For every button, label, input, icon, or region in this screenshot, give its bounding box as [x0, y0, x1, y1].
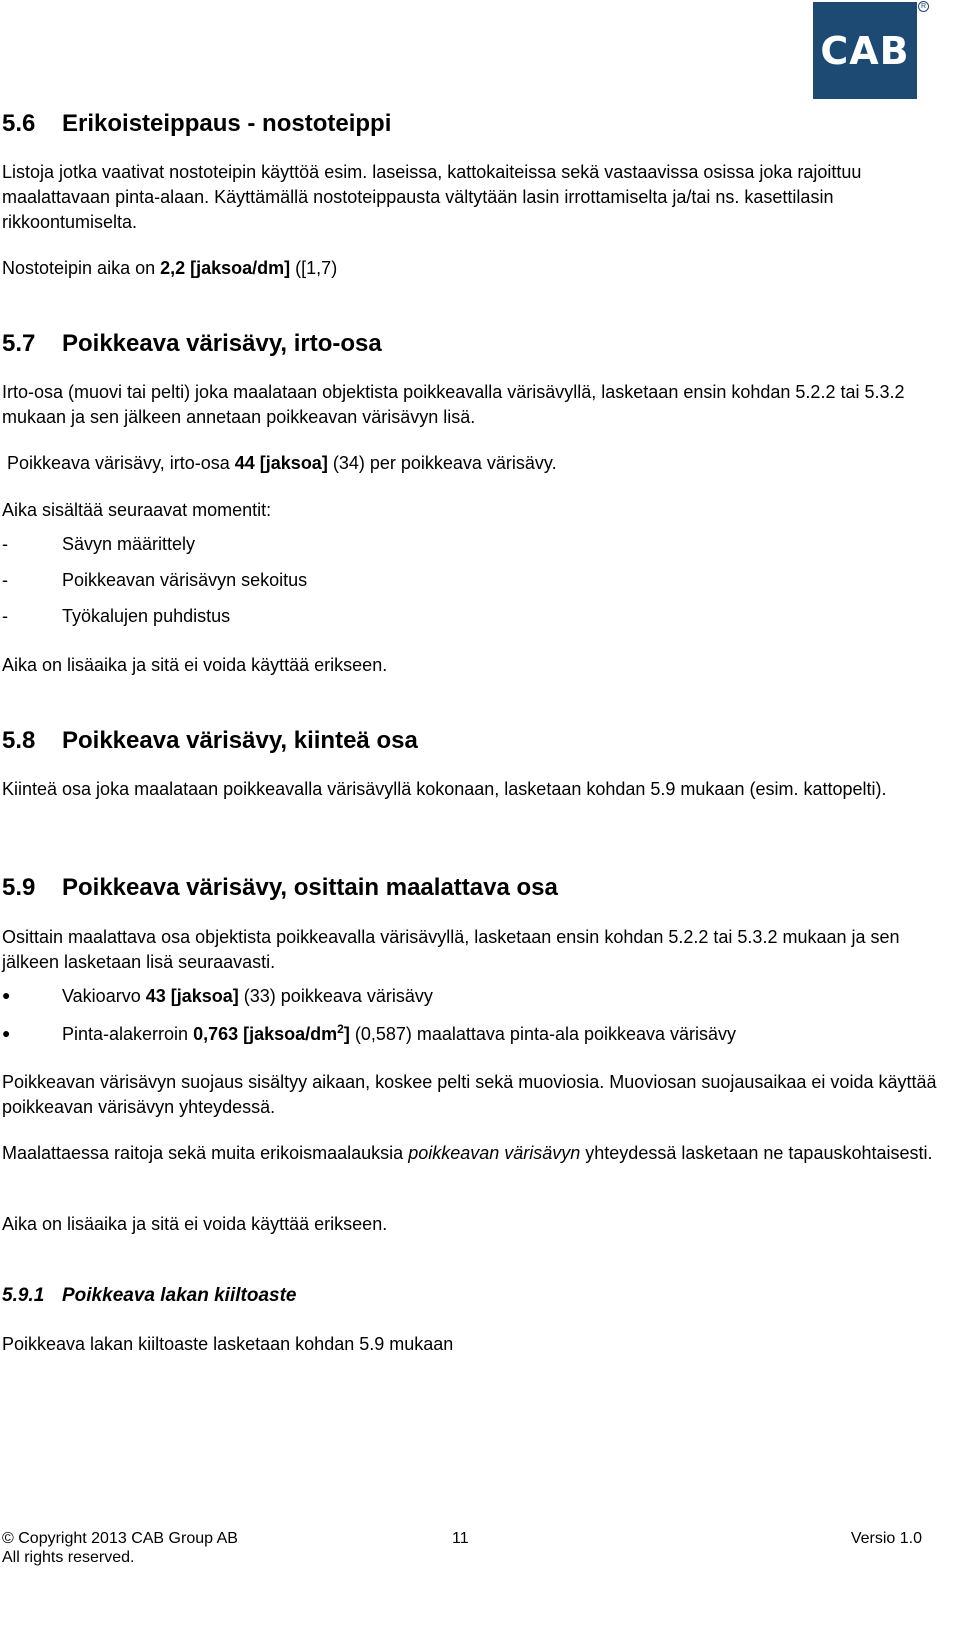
registered-mark: R: [918, 1, 929, 12]
list-item: ● Pinta-alakerroin 0,763 $[jaksoa/dm^2]$ (0,587) maalattava pinta-ala poikkeava värisävy: [2, 1022, 737, 1044]
section-number: 5.6: [2, 110, 36, 137]
section-number: 5.8: [2, 727, 36, 754]
paragraph: Maalattaessa raitoja sekä muita erikoismaalauksia poikkeavan värisävyn yhteydessä lasketaan ne tapauskohtaisesti.: [2, 1143, 933, 1163]
section-title: Poikkeava värisävy, irto-osa: [62, 330, 382, 357]
section-number: 5.9: [2, 874, 36, 901]
list-item: ● Vakioarvo 43 [jaksoa] (33) poikkeava värisävy: [2, 986, 433, 1006]
paragraph: Osittain maalattava osa objektista poikkeavalla värisävyllä, lasketaan ensin kohdan 5.2.2 tai 5.3.2 mukaan ja sen jälkeen lasketaan lisä seuraavasti.: [2, 927, 900, 972]
paragraph: Aika on lisäaika ja sitä ei voida käyttää erikseen.: [2, 655, 388, 675]
footer-rights: All rights reserved.: [2, 1549, 135, 1566]
logo-text: CAB: [820, 28, 910, 73]
footer-copyright: © Copyright 2013 CAB Group AB: [2, 1530, 238, 1547]
footer-version: Versio 1.0: [850, 1530, 922, 1547]
section-title: Poikkeava lakan kiiltoaste: [62, 1285, 297, 1306]
section-number: 5.9.1: [2, 1285, 45, 1306]
section-heading-5-9-1: [2, 1285, 296, 1307]
paragraph: Poikkeavan värisävyn suojaus sisältyy aikaan, koskee pelti sekä muoviosia. Muoviosan suojausaikaa ei voida käyttää poikkeavan värisävyn yhteydessä.: [2, 1072, 937, 1117]
section-heading-5-6: [2, 110, 391, 138]
paragraph: Poikkeava värisävy, irto-osa 44 [jaksoa] (34) per poikkeava värisävy.: [2, 453, 557, 473]
paragraph: Aika sisältää seuraavat momentit:: [2, 500, 272, 520]
cab-logo: [813, 2, 917, 99]
paragraph: Nostoteipin aika on 2,2 [jaksoa/dm] ([1,7): [2, 258, 338, 278]
paragraph: Aika on lisäaika ja sitä ei voida käyttää erikseen.: [2, 1214, 388, 1234]
paragraph: Listoja jotka vaativat nostoteipin käyttöä esim. laseissa, kattokaiteissa sekä vastaavissa osissa joka rajoittuu maalattavaan pinta-alaan. Käyttämällä nostoteippausta vältytään lasin irrottamiselta ja/tai ns. kasettilasin rikkoontumiselta.: [2, 162, 862, 232]
list-item: - Poikkeavan värisävyn sekoitus: [2, 570, 308, 590]
section-heading-5-8: [2, 727, 418, 755]
paragraph: Poikkeava lakan kiiltoaste lasketaan kohdan 5.9 mukaan: [2, 1334, 454, 1354]
list-item: - Sävyn määrittely: [2, 534, 196, 554]
paragraph: Kiinteä osa joka maalataan poikkeavalla värisävyllä kokonaan, lasketaan kohdan 5.9 mukaan (esim. kattopelti).: [2, 779, 887, 799]
paragraph: Irto-osa (muovi tai pelti) joka maalataan objektista poikkeavalla värisävyllä, lasketaan ensin kohdan 5.2.2 tai 5.3.2 mukaan ja sen jälkeen annetaan poikkeavan värisävyn lisä.: [2, 382, 905, 427]
section-title: Poikkeava värisävy, kiinteä osa: [62, 727, 418, 754]
section-number: 5.7: [2, 330, 36, 357]
section-heading-5-9: [2, 874, 558, 902]
footer-page-number: 11: [452, 1530, 469, 1547]
section-title: Erikoisteippaus - nostoteippi: [62, 110, 392, 137]
list-item: - Työkalujen puhdistus: [2, 606, 231, 626]
section-title: Poikkeava värisävy, osittain maalattava osa: [62, 874, 558, 901]
section-heading-5-7: [2, 330, 382, 358]
